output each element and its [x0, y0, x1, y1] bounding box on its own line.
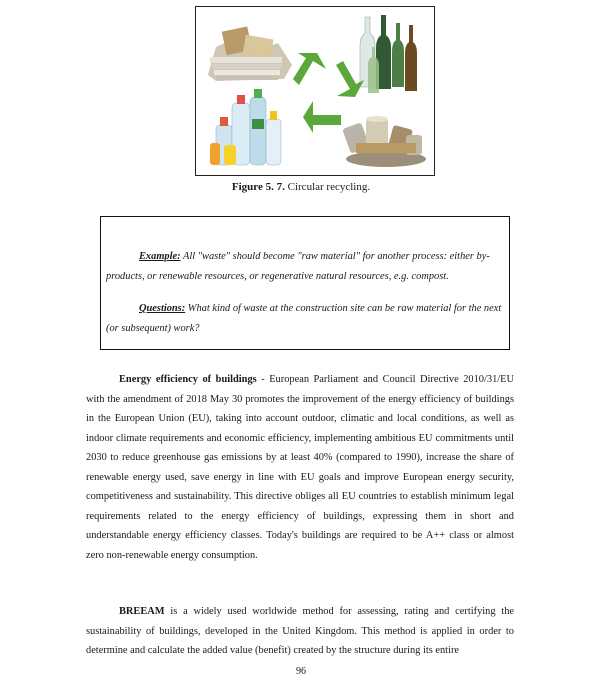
- breeam-heading: BREEAM: [119, 606, 165, 617]
- figure-caption-text: Circular recycling.: [284, 181, 371, 193]
- glass-bottles: [360, 15, 417, 93]
- questions-paragraph: [106, 299, 503, 339]
- breeam-body: is a widely used worldwide method for assessing, rating and certifying the sustainability of buildings, developed in the United Kingdom. This method is applied in order to determine and calculate the added value (benefit) created by the structure during its entire: [86, 606, 514, 657]
- breeam-paragraph: [86, 602, 514, 661]
- page-number: 96: [296, 666, 306, 677]
- figure-caption: [0, 181, 602, 193]
- example-label: Example:: [139, 251, 181, 262]
- recycle-symbol-icon: [288, 53, 364, 133]
- questions-label: Questions:: [139, 303, 186, 314]
- figure-circular-recycling: [195, 6, 435, 176]
- questions-text: What kind of waste at the construction site can be raw material for the next (or subsequent) work?: [106, 303, 502, 334]
- figure-caption-label: Figure 5. 7.: [231, 181, 285, 193]
- example-paragraph: [106, 247, 503, 287]
- recycling-illustration: [196, 7, 434, 175]
- paper-waste-pile: [208, 26, 292, 81]
- energy-efficiency-paragraph: [86, 370, 514, 565]
- example-box: [100, 216, 510, 350]
- energy-efficiency-body: - European Parliament and Council Directive 2010/31/EU with the amendment of 2018 May 30 promotes the improvement of the energy efficiency of buildings in the European Union (EU), taking into account outdoor, climatic and local conditions, as well as indoor climate requirements and economic efficiency, implementing ambitious EU commitments until 2030 to reduce greenhouse gas emissions by at least 40% (compared to 1990), increase the share of renewable energy used, save energy in line with EU goals and improve European energy security, competitiveness and sustainability. This directive obliges all EU countries to establish minimum legal requirements related to the energy efficiency of buildings, expressing them in short and understandable energy efficiency classes. Today's buildings are required to be A++ class or almost zero non-renewable energy consumption.: [86, 374, 514, 561]
- example-text: All "waste" should become "raw material" for another process: either by-products, or renewable resources, or regenerative natural resources, e.g. compost.: [106, 251, 490, 282]
- metal-cans-pile: [342, 116, 426, 167]
- plastic-bottles: [210, 89, 281, 165]
- energy-efficiency-heading: Energy efficiency of buildings: [119, 374, 257, 385]
